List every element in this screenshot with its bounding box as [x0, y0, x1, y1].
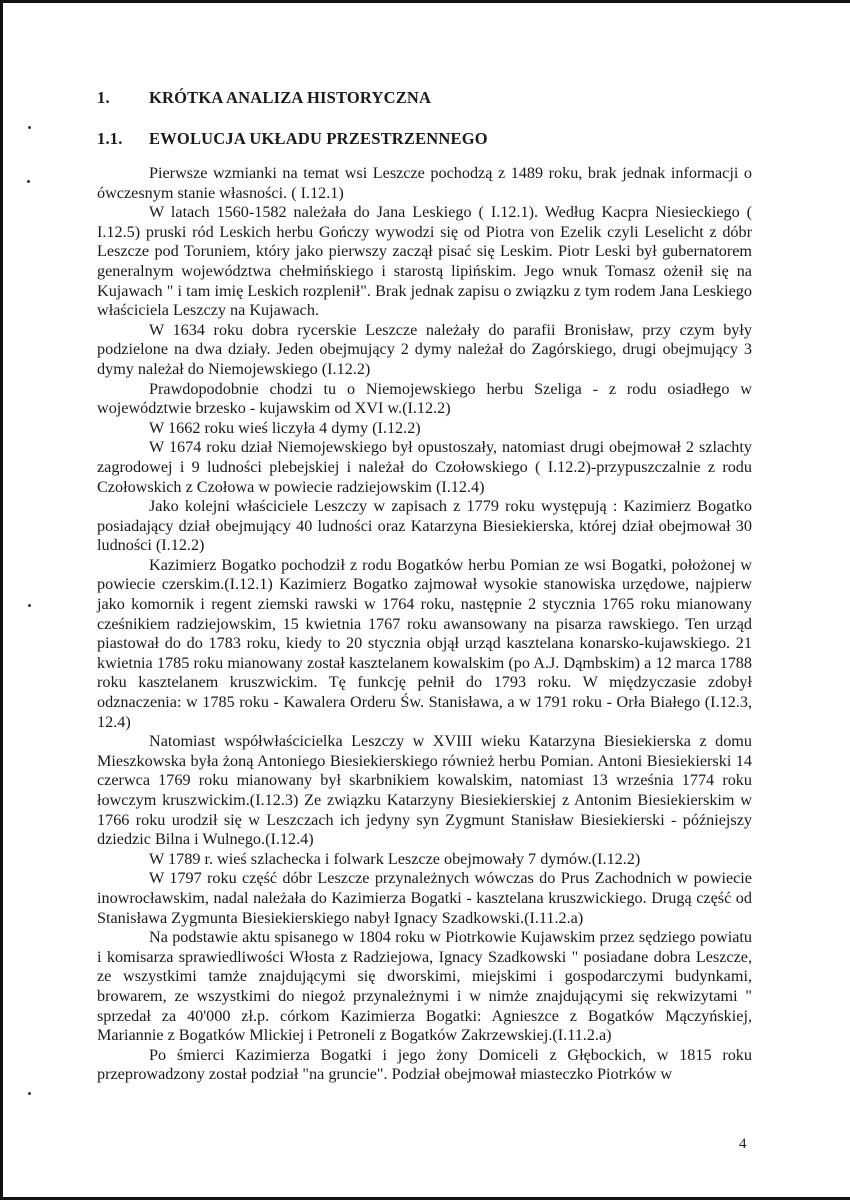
scan-border-left — [0, 0, 3, 1200]
paragraph: W 1674 roku dział Niemojewskiego był opustoszały, natomiast drugi obejmował 2 szlachty zagrodowej i 9 ludności plebejskiej i należał do Czołowskiego ( I.12.2)-przypuszczalnie z rodu Czołowskich z Czołowa w powiecie radziejowskim (I.12.4) — [97, 438, 752, 496]
paragraph: Prawdopodobnie chodzi tu o Niemojewskiego herbu Szeliga - z rodu osiadłego w województwie brzesko - kujawskim od XVI w.(I.12.2) — [97, 379, 752, 418]
section-number: 1. — [97, 88, 110, 107]
paragraph: W 1634 roku dobra rycerskie Leszcze należały do parafii Bronisław, przy czym były podzielone na dwa działy. Jeden obejmujący 2 dymy należał do Zagórskiego, drugi obejmujący 3 dymy należał do Niemojewskiego (I.12.2) — [97, 320, 752, 378]
paragraph: Jako kolejni właściciele Leszczy w zapisach z 1779 roku występują : Kazimierz Bogatko posiadający dział obejmujący 40 ludności oraz Katarzyna Biesiekierska, której dział obejmował 30 ludności (I.12.2) — [97, 497, 752, 555]
body-text — [97, 164, 752, 1085]
scan-speck — [28, 604, 31, 607]
paragraph: Natomiast współwłaścicielka Leszczy w XVIII wieku Katarzyna Biesiekierska z domu Mieszkowska była żoną Antoniego Biesiekierskiego również herbu Pomian. Antoni Biesiekierski 14 czerwca 1769 roku mianowany był skarbnikiem kowalskim, natomiast 13 września 1774 roku łowczym kruszwickim.(I.12.3) Ze związku Katarzyny Biesiekierskiej z Antonim Biesiekierskim w 1766 roku urodził się w Leszczach ich jedyny syn Zygmunt Stanisław Biesiekierski - późniejszy dziedzic Bilna i Wulnego.(I.12.4) — [97, 732, 752, 849]
scan-speck — [28, 1092, 31, 1095]
subsection-number: 1.1. — [97, 129, 123, 148]
paragraph: Na podstawie aktu spisanego w 1804 roku w Piotrkowie Kujawskim przez sędziego powiatu i komisarza sprawiedliwości Włosta z Radziejowa, Ignacy Szadkowski " posiadane dobra Leszcze, ze wszystkimi tamże znajdującymi się dworskimi, miejskimi i gospodarczymi budynkami, browarem, ze wszystkimi do niegoż przynależnymi i w nimże znajdującymi się rekwizytami " sprzedał za 40'000 zł.p. córkom Kazimierza Bogatki: Agnieszce z Bogatków Mączyńskiej, Mariannie z Bogatków Mlickiej i Petroneli z Bogatków Zakrzewskiej.(I.11.2.a) — [97, 928, 752, 1045]
page-number: 4 — [739, 1136, 747, 1152]
paragraph: W latach 1560-1582 należała do Jana Leskiego ( I.12.1). Według Kacpra Niesieckiego ( I.12.5) pruski ród Leskich herbu Gończy wywodzi się od Piotra von Ezelik czyli Leselicht z dóbr Leszcze pod Toruniem, który jako pierwszy zaczął pisać się Leskim. Piotr Leski był gubernatorem generalnym województwa chełmińskiego i starostą lipińskim. Jego wnuk Tomasz ożenił się na Kujawach " i tam imię Leskich rozplenił". Brak jednak zapisu o związku z tym rodem Jana Leskiego właściciela Leszczy na Kujawach. — [97, 203, 752, 320]
paragraph: Pierwsze wzmianki na temat wsi Leszcze pochodzą z 1489 roku, brak jednak informacji o ówczesnym stanie własności. ( I.12.1) — [97, 164, 752, 202]
paragraph: Po śmierci Kazimierza Bogatki i jego żony Domiceli z Głębockich, w 1815 roku przeprowadzony został podział "na gruncie". Podział obejmował miasteczko Piotrków w — [97, 1045, 752, 1084]
paragraph: W 1662 roku wieś liczyła 4 dymy (I.12.2) — [149, 418, 421, 437]
subsection-heading — [97, 129, 488, 149]
section-heading — [97, 88, 431, 108]
paragraph: W 1789 r. wieś szlachecka i folwark Leszcze obejmowały 7 dymów.(I.12.2) — [149, 849, 641, 868]
scan-speck — [28, 126, 31, 129]
scan-border-top — [0, 0, 850, 3]
subsection-title: EWOLUCJA UKŁADU PRZESTRZENNEGO — [149, 129, 488, 148]
paragraph: Kazimierz Bogatko pochodził z rodu Bogatków herbu Pomian ze wsi Bogatki, położonej w powiecie czerskim.(I.12.1) Kazimierz Bogatko zajmował wysokie stanowiska urzędowe, najpierw jako komornik i regent ziemski rawski w 1764 roku, następnie 2 stycznia 1765 roku mianowany cześnikiem radziejowskim, 15 kwietnia 1767 roku awansowany na pisarza rawskiego. Ten urząd piastował do do 1783 roku, kiedy to 20 stycznia objął urząd kasztelana konarsko-kujawskiego. 21 kwietnia 1785 roku mianowany został kasztelanem kowalskim (po A.J. Dąmbskim) a 12 marca 1788 roku kasztelanem kruszwickim. Tę funkcję pełnił do 1793 roku. W międzyczasie zdobył odznaczenia: w 1785 roku - Kawalera Orderu Św. Stanisława, a w 1791 roku - Orła Białego (I.12.3, 12.4) — [97, 555, 752, 731]
paragraph: W 1797 roku część dóbr Leszcze przynależnych wówczas do Prus Zachodnich w powiecie inowrocławskim, nadal należała do Kazimierza Bogatki - kasztelana kruszwickiego. Drugą część od Stanisława Zygmunta Biesiekierskiego nabył Ignacy Szadkowski.(I.11.2.a) — [97, 869, 752, 927]
section-title: KRÓTKA ANALIZA HISTORYCZNA — [149, 88, 432, 107]
scan-speck — [27, 180, 30, 183]
